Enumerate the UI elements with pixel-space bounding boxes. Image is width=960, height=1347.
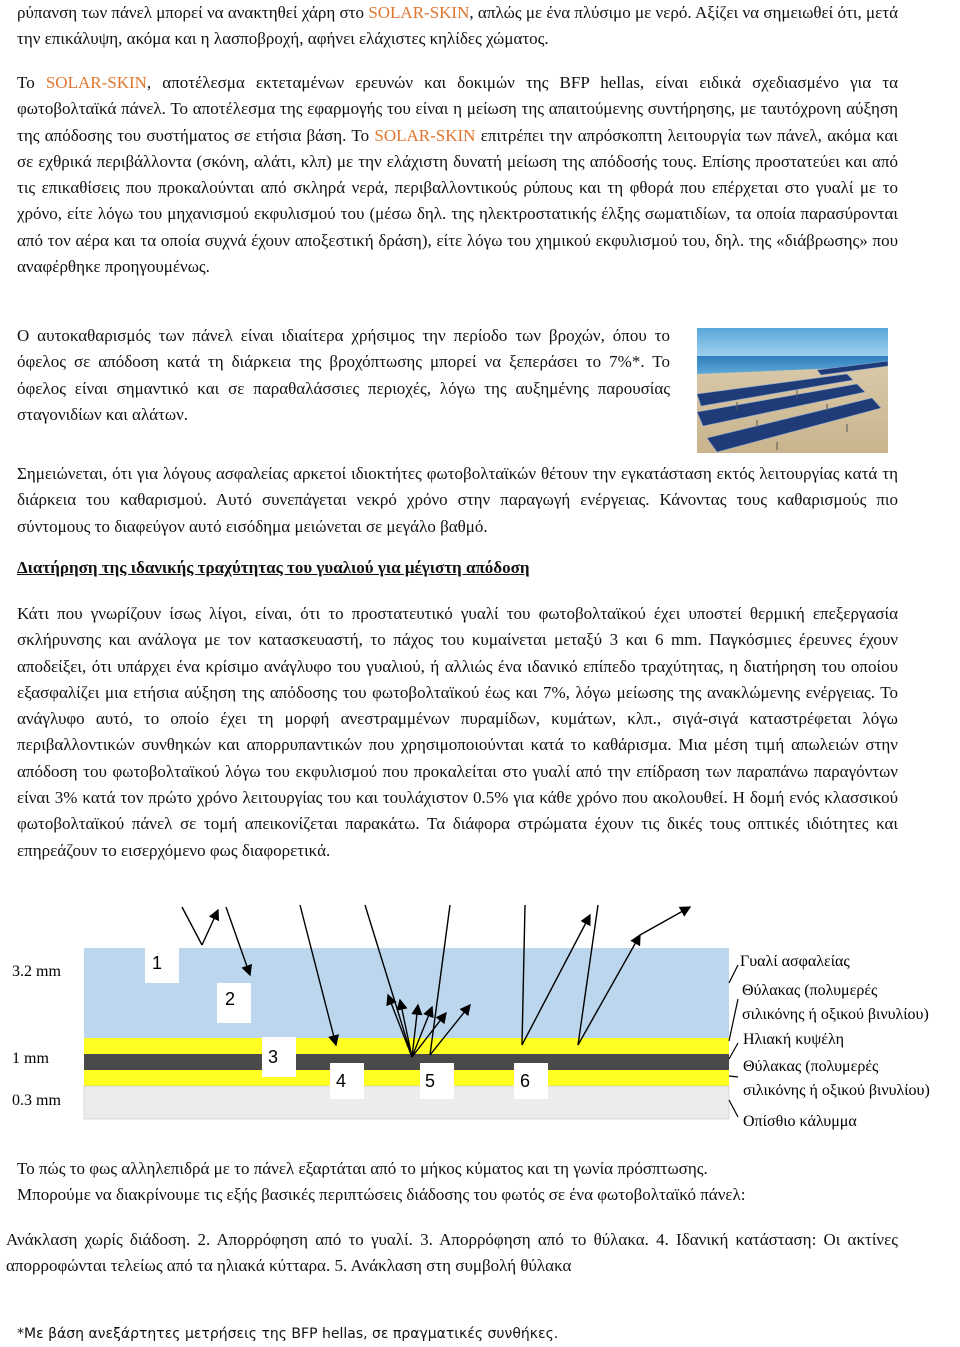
brand-name: SOLAR-SKIN — [45, 73, 147, 92]
thickness-back: 0.3 mm — [12, 1092, 61, 1109]
case-number-4: 4 — [336, 1071, 347, 1091]
caption-line-2: Μπορούμε να διακρίνουμε τις εξής βασικές περιπτώσεις διάδοσης του φωτός σε ένα φωτοβολταϊκό πάνελ: — [17, 1185, 746, 1204]
paragraph-intro: ρύπανση των πάνελ μπορεί να ανακτηθεί χάρη στο SOLAR-SKIN, απλώς με ένα πλύσιμο με νερό. Αξίζει να σημειωθεί ότι, μετά την επικάλυψη, ακόμα και η λασποβροχή, αφήνει ελάχιστες κηλίδες χώματος. — [17, 3, 898, 49]
case-number-6: 6 — [520, 1071, 531, 1091]
paragraph-solar-skin: Το SOLAR-SKIN, αποτέλεσμα εκτεταμένων ερευνών και δοκιμών της BFP hellas, είναι ειδικά σχεδιασμένο για τα φωτοβολταϊκά πάνελ. Το αποτέλεσμα της εφαρμογής του είναι η μείωση της απαιτούμενης συντήρησης, με ταυτόχρονη αύξηση της απόδοσης του συστήματος σε ετήσια βάση. Το SOLAR-SKIN επιτρέπει την απρόσκοπτη λειτουργία των πάνελ, ακόμα και σε εχθρικά περιβάλλοντα (σκόνη, αλάτι, κλπ) με την ελάχιστη δυνατή μείωση της απόδοσής τους. Επίσης προστατεύει και από τις επικαθίσεις που προκαλούνται από σκληρά νερά, περιβαλλοντικούς ρύπους και τη φθορά που επέρχεται στο γυαλί με το χρόνο, είτε λόγω του μηχανισμού εκφυλισμού του (μέσω δηλ. της ηλεκτροστατικής έλξης σωματιδίων, τα οποία παρασύρονται από τον αέρα και τα οποία συχνά έχουν αποξεστική δράση), είτε λόγω του χημικού εκφυλισμού του, δηλ. της «διάβρωσης» που αναφέρθηκε προηγουμένως. — [17, 73, 898, 277]
case-number-1: 1 — [152, 953, 163, 973]
solar-field-photo — [697, 328, 888, 453]
layer-label-glass: Γυαλί ασφαλείας — [740, 953, 850, 970]
layer-label-encapsulant-bottom-2: σιλικόνης ή οξικού βινυλίου) — [743, 1082, 930, 1099]
brand-name: SOLAR-SKIN — [374, 125, 476, 145]
section-heading: Διατήρηση της ιδανικής τραχύτητας του γυαλιού για μέγιστη απόδοση — [17, 558, 530, 577]
paragraph-cases: Ανάκλαση χωρίς διάδοση. 2. Απορρόφηση από το γυαλί. 3. Απορρόφηση από το θύλακα. 4. Ιδανική κατάσταση: Οι ακτίνες απορροφώνται τελείως από τα ηλιακά κύτταρα. 5. Ανάκλαση στη συμβολή θύλακα — [6, 1230, 898, 1276]
footnote: *Με βάση ανεξάρτητες μετρήσεις της BFP hellas, σε πραγματικές συνθήκες. — [17, 1326, 559, 1342]
caption-line-1: Το πώς το φως αλληλεπιδρά με το πάνελ εξαρτάται από το μήκος κύματος και τη γωνία πρόσπτωσης. — [17, 1159, 708, 1178]
case-number-3: 3 — [268, 1047, 279, 1067]
layer-label-encapsulant-bottom: Θύλακας (πολυμερές — [743, 1058, 879, 1075]
thickness-glass: 3.2 mm — [12, 963, 61, 980]
brand-name: SOLAR-SKIN — [368, 3, 470, 22]
paragraph-glass-roughness: Κάτι που γνωρίζουν ίσως λίγοι, είναι, ότι το προστατευτικό γυαλί του φωτοβολταϊκού έχει υποστεί θερμική επεξεργασία σκλήρυνσης και ανάλογα με τον κατασκευαστή, το πάχος του κυμαίνεται μεταξύ 3 και 6 mm. Παγκόσμιες έρευνες έχουν αποδείξει, ότι υπάρχει ένα κρίσιμο ανάγλυφο του γυαλιού, ή αλλιώς ένα ιδανικό επίπεδο τραχύτητας, η διατήρηση του οποίου εξασφαλίζει μια ετήσια αύξηση της απόδοσης του φωτοβολταϊκού έως και 7%, λόγω μείωσης της ανακλώμενης ενέργειας. Το ανάγλυφο αυτό, το οποίο έχει τη μορφή ανεστραμμένων πυραμίδων, κυμάτων, κλπ., σιγά-σιγά καταστρέφεται λόγω περιβαλλοντικών συνθηκών και απορρυπαντικών που χρησιμοποιούνται κατά το καθάρισμα. Μια μέση τιμή απωλειών στην απόδοση του φωτοβολταϊκού λόγω του εκφυλισμού που προκαλείται στο γυαλί από την επίδραση των παραπάνω παραγόντων είναι 3% κατά τον πρώτο χρόνο λειτουργίας του και τουλάχιστον 0.5% για κάθε χρόνο που ακολουθεί. Η δομή ενός κλασσικού φωτοβολταϊκού πάνελ σε τομή απεικονίζεται παρακάτω. Τα διάφορα στρώματα έχουν τις δικές τους οπτικές ιδιότητες και επηρεάζουν το εισερχόμενο φως διαφορετικά. — [17, 604, 898, 860]
solar-cell-layer — [84, 1054, 729, 1070]
back-sheet-layer — [84, 1086, 729, 1119]
case-number-2: 2 — [225, 989, 236, 1009]
encapsulant-bottom-layer — [84, 1070, 729, 1086]
case-number-5: 5 — [425, 1071, 436, 1091]
paragraph-self-cleaning: Ο αυτοκαθαρισμός των πάνελ είναι ιδιαίτερα χρήσιμος την περίοδο των βροχών, όπου το όφελος σε απόδοση κατά τη διάρκεια της βροχόπτωσης μπορεί να ξεπεράσει το 7%*. Το όφελος είναι σημαντικό και σε παραθαλάσσιες περιοχές, λόγω της αυξημένης παρουσίας σταγονιδίων και αλάτων. — [17, 326, 670, 424]
paragraph-safety: Σημειώνεται, ότι για λόγους ασφαλείας αρκετοί ιδιοκτήτες φωτοβολταϊκών θέτουν την εγκατάσταση εκτός λειτουργίας κατά τη διάρκεια του καθαρισμού. Αυτό συνεπάγεται νεκρό χρόνο στην παραγωγή ενέργειας. Κάνοντας τους καθαρισμούς πιο σύντομους το διαφεύγον αυτό εισόδημα μειώνεται σε μεγάλο βαθμό. — [17, 464, 898, 536]
panel-cross-section-diagram — [0, 895, 960, 1135]
layer-label-encapsulant-top: Θύλακας (πολυμερές — [742, 982, 878, 999]
solar-field-illustration — [697, 328, 888, 453]
layer-label-encapsulant-top-2: σιλικόνης ή οξικού βινυλίου) — [742, 1006, 929, 1023]
layer-label-cell: Ηλιακή κυψέλη — [743, 1031, 844, 1048]
glass-layer — [84, 948, 729, 1038]
layer-label-back: Οπίσθιο κάλυμμα — [743, 1113, 857, 1130]
thickness-cell: 1 mm — [12, 1050, 49, 1067]
